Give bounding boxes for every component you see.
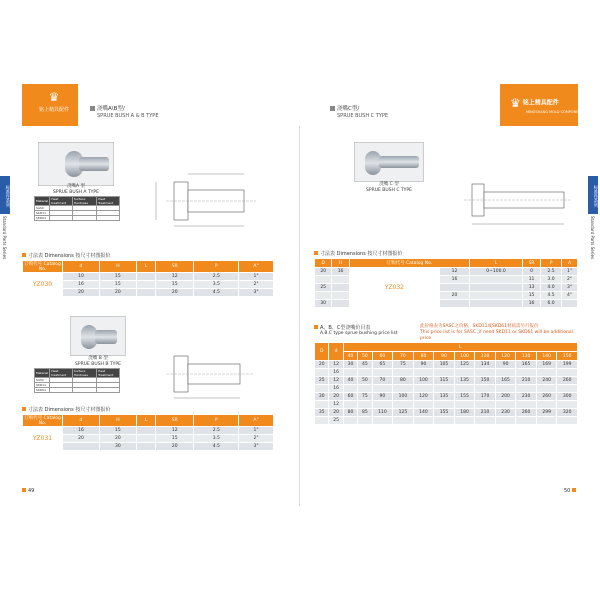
model-code: YZ032: [349, 268, 439, 308]
price-cell: 75: [358, 393, 372, 401]
price-col-L: 140: [536, 352, 557, 361]
price-cell: 169: [536, 361, 557, 369]
price-cell: 45: [358, 361, 372, 369]
price-cell: [536, 417, 557, 425]
price-cell: 25: [315, 377, 329, 385]
price-cell: 260: [516, 409, 537, 417]
price-cell: [343, 417, 357, 425]
part-shaft: [379, 156, 419, 168]
table-row: [315, 409, 578, 417]
model-code: YZ030: [23, 273, 63, 297]
price-cell: [454, 417, 475, 425]
price-cell: 30: [315, 393, 329, 401]
price-cell: 165: [516, 361, 537, 369]
price-cell: [393, 401, 414, 409]
page-number-right: 50: [564, 488, 578, 494]
bullet-icon: [314, 325, 318, 329]
price-cell: 150: [475, 377, 496, 385]
price-cell: [536, 385, 557, 393]
material-table: Material Heat treatment Surface Hardness Heat Treatment SASC SKD11 SKD61: [34, 196, 120, 221]
price-cell: [557, 369, 578, 377]
product-photo-b: [70, 316, 126, 356]
price-col-L: 60: [372, 352, 393, 361]
price-cell: [536, 401, 557, 409]
model-code: YZ031: [23, 427, 63, 451]
price-cell: 299: [536, 409, 557, 417]
price-cell: 230: [516, 393, 537, 401]
price-cell: [413, 369, 434, 377]
price-cell: [516, 369, 537, 377]
price-col-L: 100: [454, 352, 475, 361]
table-row: [315, 385, 578, 393]
side-tab[interactable]: 标准件系列: [588, 176, 598, 214]
price-cell: [475, 417, 496, 425]
price-cell: 50: [358, 377, 372, 385]
price-cell: [454, 401, 475, 409]
price-cell: [434, 369, 455, 377]
photo-a-caption: 浇嘴A 型 SPRUE BUSH A TYPE: [53, 184, 99, 195]
section-title-cn: 浇嘴A\B型/: [97, 106, 125, 112]
price-cell: [393, 369, 414, 377]
price-table: D d L 40 50 60 70 80 90 100 110 120 130 140 150 20 12 30 45 65 75 90 105 125 134 90 165 169 199 16 25 12 40 50 70 80 100 115 135 150 165 210 240 260 16 30 20 60 75 90 100 120 135 155 170 200 230 260 300 12 35 20 80 85 110 125 140 155 180 210 230 260 299 320 25: [314, 342, 578, 425]
price-cell: [315, 385, 329, 393]
price-cell: 140: [413, 409, 434, 417]
price-cell: [557, 385, 578, 393]
price-col-L: 80: [413, 352, 434, 361]
price-cell: 12: [329, 377, 343, 385]
price-cell: 40: [343, 377, 357, 385]
price-col-L: 90: [434, 352, 455, 361]
table-row: [315, 393, 578, 401]
price-cell: 120: [413, 393, 434, 401]
price-col-L: 50: [358, 352, 372, 361]
dimension-table-title-2: 寸法表 Dimensions 按尺寸材图报价: [22, 406, 110, 413]
price-cell: [495, 369, 516, 377]
price-title-en: A.B.C type sprue bushing price list: [320, 331, 398, 336]
price-cell: [475, 385, 496, 393]
price-cell: [557, 417, 578, 425]
table-row: [315, 377, 578, 385]
photo-c-caption: 浇嘴 C 型 SPRUE BUSH C TYPE: [366, 182, 412, 193]
price-cell: [343, 401, 357, 409]
price-cell: [454, 369, 475, 377]
price-cell: 60: [343, 393, 357, 401]
price-cell: [516, 417, 537, 425]
price-cell: [372, 385, 393, 393]
price-cell: 180: [454, 409, 475, 417]
price-cell: 240: [536, 377, 557, 385]
price-cell: [475, 401, 496, 409]
price-cell: [413, 417, 434, 425]
dimension-table-1: 订购代号 Catalog No. d H L SR P A° YZ030 10 15 12 2.5 1° 16 15 15 3.5 2° 20 20 20 4.5 3°: [22, 260, 274, 297]
dimension-table-c: D H 订购代号 Catalog No. L SR P A 20 16 YZ032 12 0~100.0 0 2.5 1° 16 11 3.0 2° 25 13 4.0 3° 20 15 4.5 4° 30 16 6.0: [314, 258, 578, 308]
price-cell: 110: [372, 409, 393, 417]
square-icon: [572, 488, 576, 492]
bullet-icon: [22, 253, 26, 257]
section-title: 浇嘴C型/ SPRUE BUSH C TYPE: [330, 106, 388, 120]
price-cell: 230: [495, 409, 516, 417]
dimension-table-2: 订购代号 Catalog No. d H L SR P A° YZ031 16 15 12 2.5 1° 20 20 15 3.5 2° 30 20 4.5 3°: [22, 414, 274, 451]
part-shaft: [79, 157, 109, 171]
price-cell: [495, 417, 516, 425]
price-cell: [372, 369, 393, 377]
table-row: [315, 401, 578, 409]
price-cell: 35: [315, 409, 329, 417]
price-cell: [434, 417, 455, 425]
price-cell: 12: [329, 401, 343, 409]
side-text: Standard Parts Series: [2, 216, 7, 260]
right-page: [300, 84, 600, 506]
product-photo-a: [38, 142, 114, 186]
drawing-b: [150, 346, 270, 404]
drawing-a: [146, 170, 276, 232]
price-cell: [495, 401, 516, 409]
price-cell: 210: [475, 409, 496, 417]
brand-logo: [28, 88, 80, 122]
product-photo-c: [354, 142, 424, 182]
price-cell: 210: [516, 377, 537, 385]
price-cell: 90: [372, 393, 393, 401]
price-cell: [413, 385, 434, 393]
square-icon: [90, 106, 95, 111]
price-cell: 80: [343, 409, 357, 417]
crown-logo-icon: ♛: [48, 90, 60, 104]
price-cell: 100: [393, 393, 414, 401]
price-cell: [372, 401, 393, 409]
price-cell: [358, 401, 372, 409]
price-cell: 85: [358, 409, 372, 417]
price-cell: [516, 401, 537, 409]
section-title: [90, 106, 158, 120]
price-col-L: 110: [475, 352, 496, 361]
photo-b-caption: 浇嘴 B 型 SPRUE BUSH B TYPE: [75, 356, 121, 367]
price-cell: 90: [495, 361, 516, 369]
section-title-en: SPRUE BUSH A & B TYPE: [97, 113, 159, 119]
square-icon: [330, 106, 335, 111]
bullet-icon: [22, 407, 26, 411]
price-col-L: 150: [557, 352, 578, 361]
price-col-L: 40: [343, 352, 357, 361]
price-cell: 135: [454, 377, 475, 385]
price-col-L: 70: [393, 352, 414, 361]
price-cell: 75: [393, 361, 414, 369]
price-cell: 170: [475, 393, 496, 401]
square-icon: [22, 488, 26, 492]
price-cell: [393, 385, 414, 393]
price-cell: 16: [329, 385, 343, 393]
price-cell: 65: [372, 361, 393, 369]
table-row: [315, 369, 578, 377]
price-cell: 165: [495, 377, 516, 385]
price-col-L: 120: [495, 352, 516, 361]
col-catalog: 订购代号 Catalog No.: [24, 262, 61, 272]
part-shaft: [95, 330, 117, 344]
price-cell: [315, 417, 329, 425]
price-cell: 20: [315, 361, 329, 369]
price-cell: 100: [413, 377, 434, 385]
price-cell: [358, 385, 372, 393]
price-cell: [495, 385, 516, 393]
drawing-c: [450, 170, 580, 232]
price-cell: [343, 369, 357, 377]
price-cell: [358, 417, 372, 425]
price-cell: 20: [329, 393, 343, 401]
price-cell: [454, 385, 475, 393]
price-cell: [413, 401, 434, 409]
price-cell: 12: [329, 361, 343, 369]
price-cell: [434, 401, 455, 409]
price-cell: [343, 385, 357, 393]
price-cell: 199: [557, 361, 578, 369]
price-cell: 134: [475, 361, 496, 369]
table-row: [315, 417, 578, 425]
price-cell: 135: [434, 393, 455, 401]
dimension-table-title-c: 寸法表 Dimensions 按尺寸材图报价: [314, 250, 402, 257]
price-cell: [434, 385, 455, 393]
price-cell: [536, 369, 557, 377]
price-cell: [557, 401, 578, 409]
price-cell: 260: [536, 393, 557, 401]
price-cell: 155: [434, 409, 455, 417]
price-cell: 16: [329, 369, 343, 377]
price-cell: 105: [434, 361, 455, 369]
price-title: A、B、C型浇嘴价目表: [314, 324, 370, 331]
price-cell: 25: [329, 417, 343, 425]
left-page: [0, 84, 300, 506]
crown-logo-icon: ♛: [510, 96, 521, 110]
price-col-L: 130: [516, 352, 537, 361]
price-cell: 125: [454, 361, 475, 369]
material-table-b: Material Heat treatment Surface Hardness Heat Treatment SASC SKD11 SKD61: [34, 368, 120, 393]
side-text: Standard Parts Series: [590, 216, 595, 260]
price-cell: [358, 369, 372, 377]
price-cell: [315, 401, 329, 409]
price-cell: 260: [557, 377, 578, 385]
price-cell: 125: [393, 409, 414, 417]
price-cell: [315, 369, 329, 377]
brand-right: ♛ 铭上精具配件 MINGSHANG MOLD COMPONENTS: [510, 96, 586, 114]
price-cell: 115: [434, 377, 455, 385]
price-cell: 30: [343, 361, 357, 369]
catalog-spread: [0, 84, 600, 506]
table-row: [315, 361, 578, 369]
price-cell: 90: [413, 361, 434, 369]
price-cell: 300: [557, 393, 578, 401]
price-cell: 80: [393, 377, 414, 385]
price-cell: 70: [372, 377, 393, 385]
price-cell: [393, 417, 414, 425]
price-cell: 320: [557, 409, 578, 417]
price-cell: [372, 417, 393, 425]
price-cell: 200: [495, 393, 516, 401]
side-tab[interactable]: 标准件系列: [0, 176, 10, 214]
page-number-left: 49: [22, 488, 34, 494]
price-cell: [516, 385, 537, 393]
price-cell: 155: [454, 393, 475, 401]
bullet-icon: [314, 251, 318, 255]
price-note: 此价格表为SASC之价格，SKD11或SKD61材质需另行报价 This price list is for SASC ,if need SKD11 or SKD61 will be additional price: [420, 324, 573, 341]
brand-name: 铭上精具配件: [38, 107, 69, 113]
price-cell: 20: [329, 409, 343, 417]
dimension-table-title-1: 寸法表 Dimensions 按尺寸材图报价: [22, 252, 110, 259]
price-cell: [475, 369, 496, 377]
